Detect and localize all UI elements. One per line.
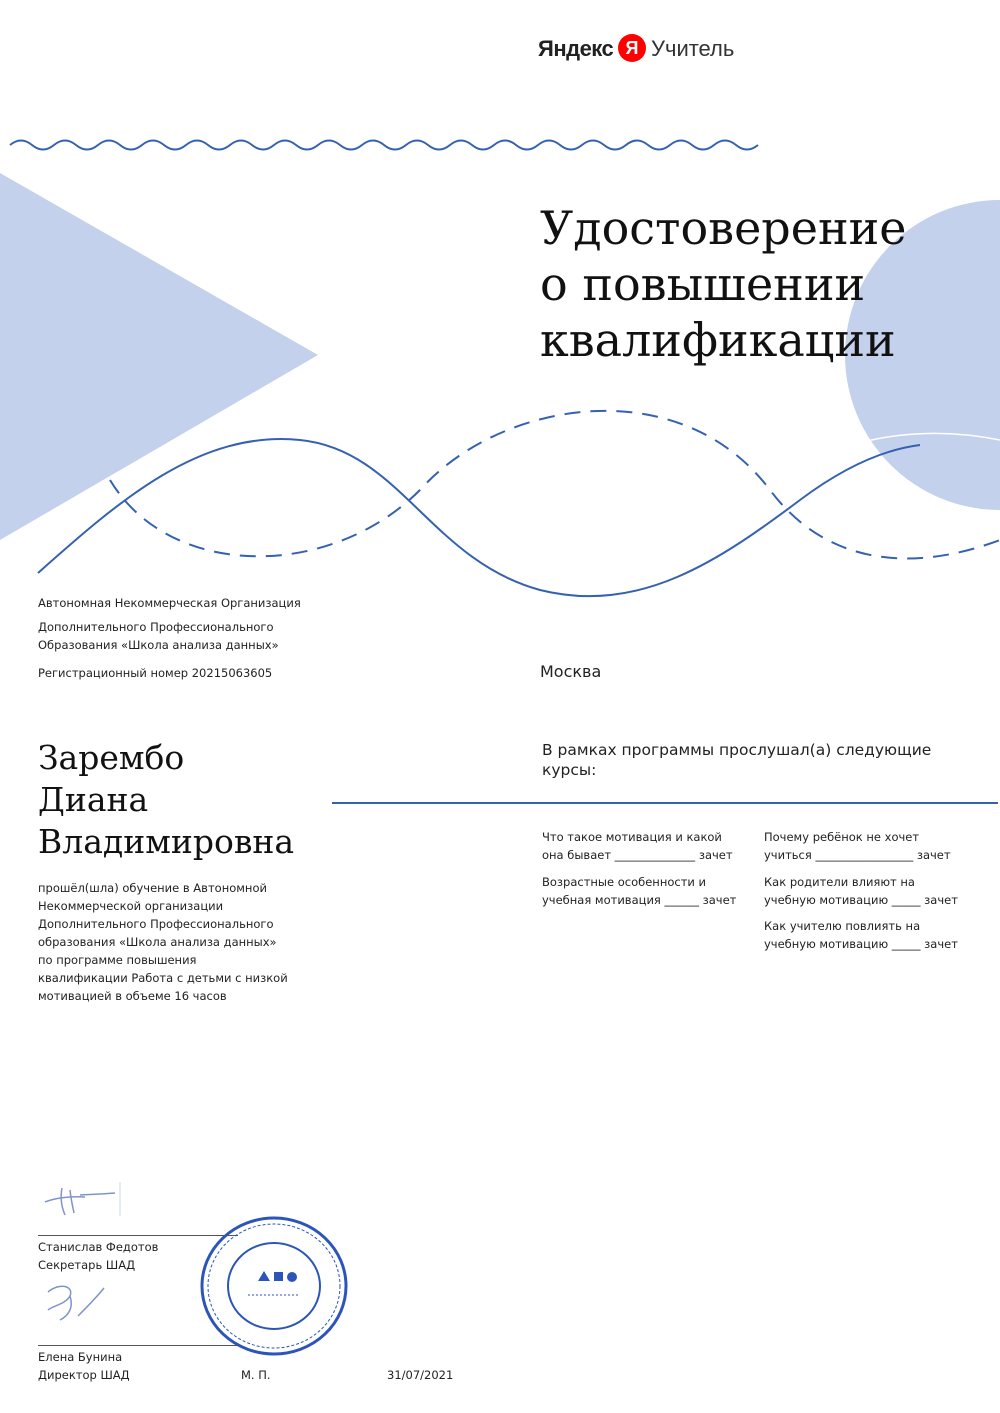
course-result: учебную мотивацию _____ зачет (764, 893, 958, 907)
stamp-place-label: М. П. (241, 1368, 271, 1382)
course-title: Возрастные особенности и (542, 875, 706, 889)
signer-role: Директор ШАД (38, 1368, 130, 1382)
course-item (542, 828, 742, 864)
course-item (764, 873, 964, 909)
official-stamp (198, 1215, 350, 1357)
course-result: учебная мотивация ______ зачет (542, 893, 737, 907)
registration-number: Регистрационный номер 20215063605 (38, 666, 273, 680)
solid-wave (38, 439, 920, 596)
course-result: она бывает ______________ зачет (542, 848, 733, 862)
issue-date: 31/07/2021 (387, 1368, 454, 1382)
course-title: Как родители влияют на (764, 875, 915, 889)
course-item (764, 828, 964, 864)
course-item (542, 873, 742, 909)
recipient-patronymic: Владимировна (38, 822, 295, 861)
certificate-title (540, 200, 980, 368)
title-line-1: Удостоверение (540, 201, 907, 255)
title-line-3: квалификации (540, 313, 896, 367)
courses-heading: В рамках программы прослушал(а) следующие курсы: (542, 741, 932, 779)
signer-fedotov (38, 1238, 158, 1274)
signer-name: Елена Бунина (38, 1350, 123, 1364)
signature-fedotov-image (40, 1180, 130, 1220)
triangle-shape (0, 173, 318, 540)
recipient-surname: Зарембо (38, 738, 185, 777)
program-description: прошёл(шла) обучение в Автономной Некоммерческой организации Дополнительного Профессионального образования «Школа анализа данных» по программе повышения квалификации Работа с детьми с низкой мотивацией в объеме 16 часов (38, 881, 288, 1003)
yandex-logo: Яндекс (538, 36, 614, 61)
org-line-3: Образования «Школа анализа данных» (38, 638, 279, 652)
signer-bunina (38, 1348, 130, 1384)
yandex-teacher-logo-icon: Я (618, 34, 646, 62)
course-item (764, 917, 964, 953)
course-result: учебную мотивацию _____ зачет (764, 937, 958, 951)
org-line-1: Автономная Некоммерческая Организация (38, 596, 301, 610)
city: Москва (540, 662, 602, 681)
top-wave-line (10, 141, 758, 150)
courses-divider (332, 802, 998, 804)
signer-name: Станислав Федотов (38, 1240, 159, 1254)
org-line-2: Дополнительного Профессионального (38, 620, 274, 634)
signer-role: Секретарь ШАД (38, 1258, 136, 1272)
recipient-first-name: Диана (38, 780, 149, 819)
teacher-logo-text: Учитель (651, 36, 735, 61)
title-line-2: о повышении (540, 257, 866, 311)
course-title: Что такое мотивация и какой (542, 830, 722, 844)
course-title: Почему ребёнок не хочет (764, 830, 920, 844)
signature-bunina-image (40, 1280, 110, 1325)
course-result: учиться _________________ зачет (764, 848, 951, 862)
recipient-name (38, 737, 294, 863)
course-title: Как учителю повлиять на (764, 919, 921, 933)
